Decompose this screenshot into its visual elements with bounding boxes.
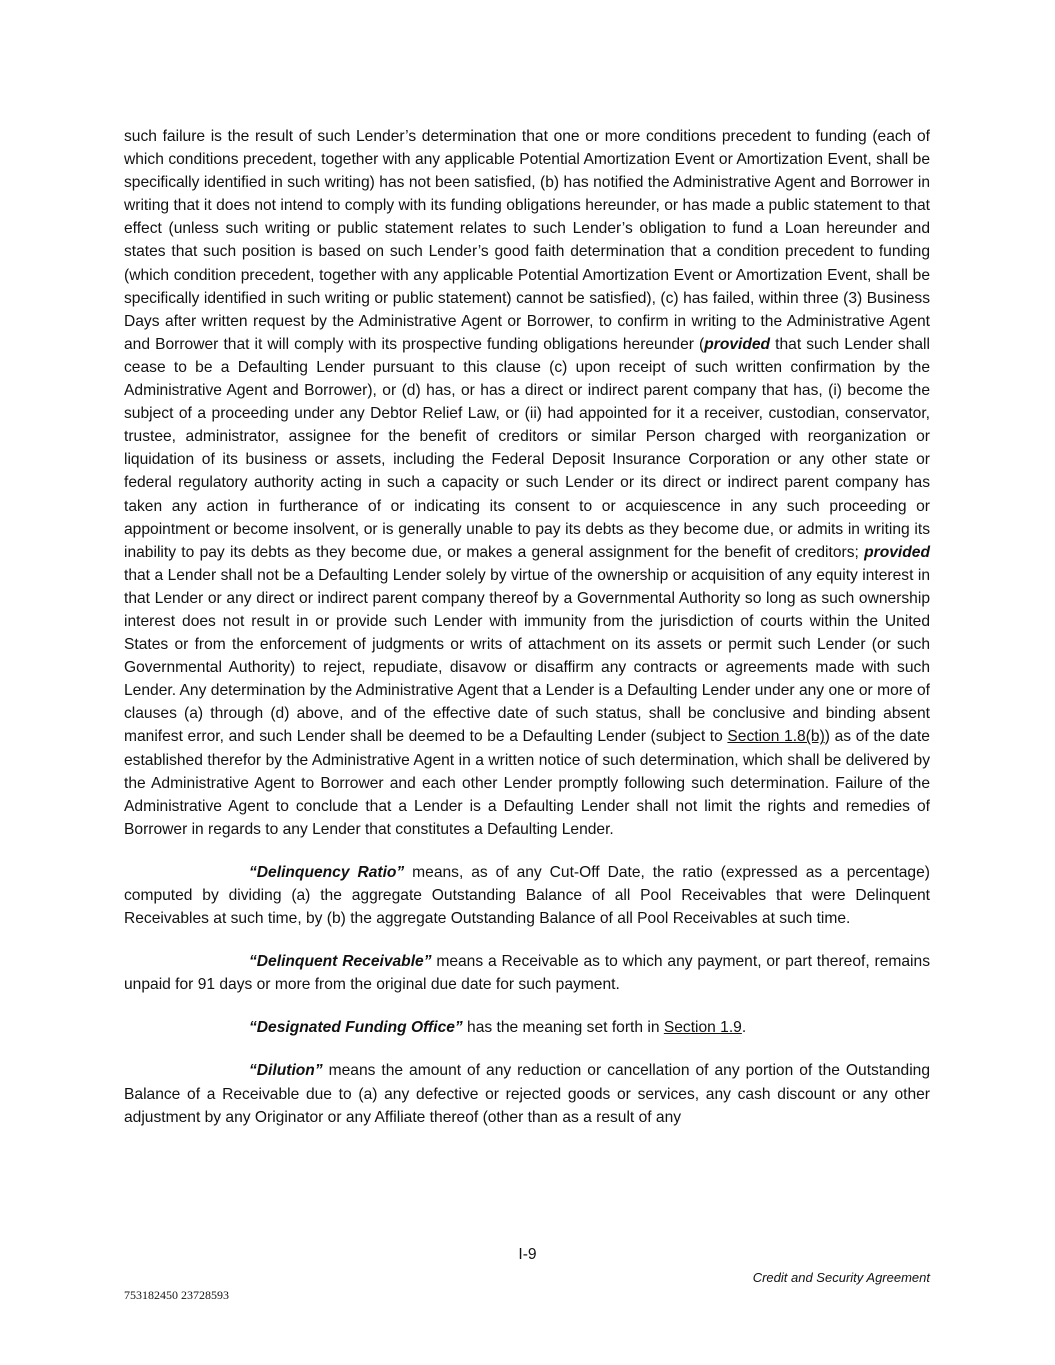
definition-text: means, as of any Cut-Off Date, the ratio (expressed as a percentage) computed by dividing (a) the aggregate Outstanding Balance of all Pool Receivables that were Delinquent Receivables at such time, by (b) the aggregate Outstanding Balance of all Pool Receivables at such time.	[124, 863, 930, 928]
section-reference-link[interactable]: Section 1.8(b)	[727, 728, 825, 746]
paragraph-text: ) as of the date established therefor by the Administrative Agent in a written notice of such determination, which shall be delivered by the Administrative Agent to Borrower and each other Lender promptly following such determination. Failure of the Administrative Agent to conclude that a Lender is a Defaulting Lender shall not limit the rights and remedies of Borrower in regards to any Lender that constitutes a Defaulting Lender.	[124, 728, 930, 838]
provided-emphasis: provided	[864, 543, 930, 561]
defined-term: “Delinquency Ratio”	[249, 863, 405, 881]
definition-text: .	[741, 1019, 747, 1037]
defined-term: “Designated Funding Office”	[249, 1019, 463, 1037]
dilution-definition	[124, 1059, 930, 1128]
paragraph-text: such failure is the result of such Lender’s determination that one or more conditions precedent to funding (each of which conditions precedent, together with any applicable Potential Amortization Event or Amortization Event, shall be specifically identified in such writing) has not been satisfied, (b) has notified the Administrative Agent and Borrower in writing that it does not intend to comply with its funding obligations hereunder, or has made a public statement to that effect (unless such writing or public statement relates to such Lender’s obligation to fund a Loan hereunder and states that such position is based on such Lender’s good faith determination that a condition precedent to funding (which condition precedent, together with any applicable Potential Amortization Event or Amortization Event, shall be specifically identified in such writing or public statement) cannot be satisfied), (c) has failed, within three (3) Business Days after written request by the Administrative Agent or Borrower, to confirm in writing to the Administrative Agent and Borrower that it will comply with its prospective funding obligations hereunder (	[124, 128, 930, 353]
section-reference-link[interactable]: Section 1.9	[663, 1019, 742, 1037]
document-body	[124, 125, 930, 1129]
footer-document-title: Credit and Security Agreement	[752, 1270, 930, 1285]
provided-emphasis: provided	[704, 335, 771, 353]
defined-term: “Dilution”	[249, 1062, 323, 1080]
delinquency-ratio-definition	[124, 861, 930, 930]
paragraph-text: that such Lender shall cease to be a Defaulting Lender pursuant to this clause (c) upon receipt of such written confirmation by the Administrative Agent and Borrower), or (d) has, or has a direct or indirect parent company that has, (i) become the subject of a proceeding under any Debtor Relief Law, or (ii) had appointed for it a receiver, custodian, conservator, trustee, administrator, assignee for the benefit of creditors or similar Person charged with reorganization or liquidation of its business or assets, including the Federal Deposit Insurance Corporation or any other state or federal regulatory authority acting in such a capacity or such Lender or its direct or indirect parent company has taken any action in furtherance of or indicating its consent to or acquiescence in any such proceeding or appointment or become insolvent, or is generally unable to pay its debts as they become due, or admits in writing its inability to pay its debts as they become due, or makes a general assignment for the benefit of creditors;	[124, 335, 930, 561]
definition-text: means a Receivable as to which any payment, or part thereof, remains unpaid for 91 days or more from the original due date for such payment.	[124, 953, 930, 994]
definition-text: means the amount of any reduction or cancellation of any portion of the Outstanding Balance of a Receivable due to (a) any defective or rejected goods or services, any cash discount or any other adjustment by any Originator or any Affiliate thereof (other than as a result of any	[124, 1062, 930, 1126]
paragraph-text: that a Lender shall not be a Defaulting Lender solely by virtue of the ownership or acquisition of any equity interest in that Lender or any direct or indirect parent company thereof by a Governmental Authority so long as such ownership interest does not result in or provide such Lender with immunity from the jurisdiction of courts within the United States or from the enforcement of judgments or writs of attachment on its assets or permit such Lender (or such Governmental Authority) to reject, repudiate, disavow or disaffirm any contracts or agreements made with such Lender. Any determination by the Administrative Agent that a Lender is a Defaulting Lender under any one or more of clauses (a) through (d) above, and of the effective date of such status, shall be conclusive and binding absent manifest error, and such Lender shall be deemed to be a Defaulting Lender (subject to	[124, 566, 930, 746]
page-number: I-9	[518, 1246, 537, 1263]
delinquent-receivable-definition	[124, 950, 930, 996]
definition-text: has the meaning set forth in	[462, 1019, 664, 1037]
footer-document-id: 753182450 23728593	[124, 1288, 229, 1302]
designated-funding-office-definition	[124, 1016, 930, 1039]
defined-term: “Delinquent Receivable”	[249, 953, 432, 971]
defaulting-lender-definition-continued	[124, 125, 930, 841]
